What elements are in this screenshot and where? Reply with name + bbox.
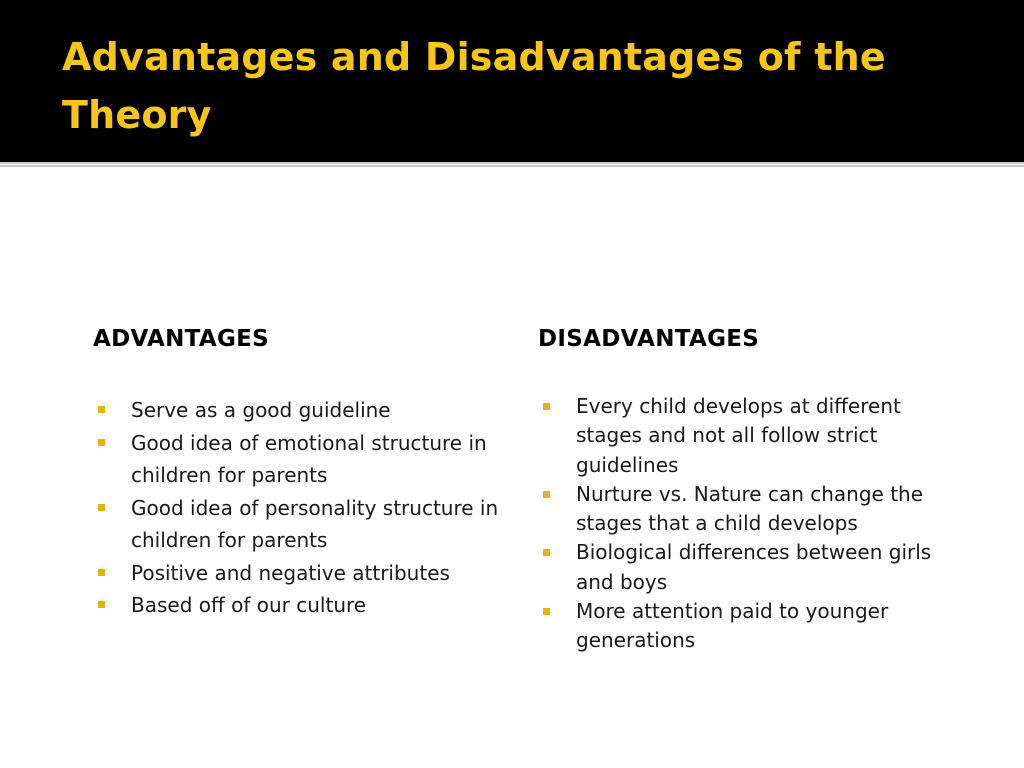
advantages-list <box>93 394 503 622</box>
list-item <box>538 392 948 480</box>
list-item <box>93 589 503 622</box>
list-item-text: Nurture vs. Nature can change the stages that a child develops <box>576 481 924 536</box>
disadvantages-heading: DISADVANTAGES <box>538 326 760 352</box>
list-item-text: More attention paid to younger generations <box>576 599 889 653</box>
advantages-column <box>93 322 503 622</box>
list-item <box>93 492 503 557</box>
list-item <box>93 557 503 590</box>
list-item-text: Positive and negative attributes <box>131 560 450 585</box>
disadvantages-list <box>538 392 948 656</box>
square-bullet-icon <box>543 403 550 410</box>
list-item-text: Serve as a good guideline <box>131 398 391 422</box>
list-item <box>93 427 503 492</box>
square-bullet-icon <box>543 491 550 498</box>
list-item-text: Biological differences between girls and boys <box>576 540 932 594</box>
list-item-text: Good idea of emotional structure in children for parents <box>131 430 487 487</box>
advantages-heading: ADVANTAGES <box>93 326 270 352</box>
square-bullet-icon <box>98 504 105 511</box>
slide-title: Advantages and Disadvantages of the Theory <box>62 35 886 137</box>
square-bullet-icon <box>543 549 550 556</box>
disadvantages-column <box>538 322 948 656</box>
square-bullet-icon <box>98 601 105 608</box>
square-bullet-icon <box>543 608 550 615</box>
list-item-text: Good idea of personality structure in children for parents <box>131 495 499 552</box>
list-item <box>538 480 948 539</box>
list-item <box>538 538 948 597</box>
list-item <box>538 597 948 656</box>
list-item <box>93 394 503 427</box>
square-bullet-icon <box>98 569 105 576</box>
square-bullet-icon <box>98 406 105 413</box>
title-divider-highlight <box>0 164 1024 165</box>
list-item-text: Every child develops at different stages and not all follow strict guidelines <box>576 394 901 477</box>
square-bullet-icon <box>98 439 105 446</box>
title-band <box>0 0 1024 162</box>
list-item-text: Based off of our culture <box>131 593 367 617</box>
